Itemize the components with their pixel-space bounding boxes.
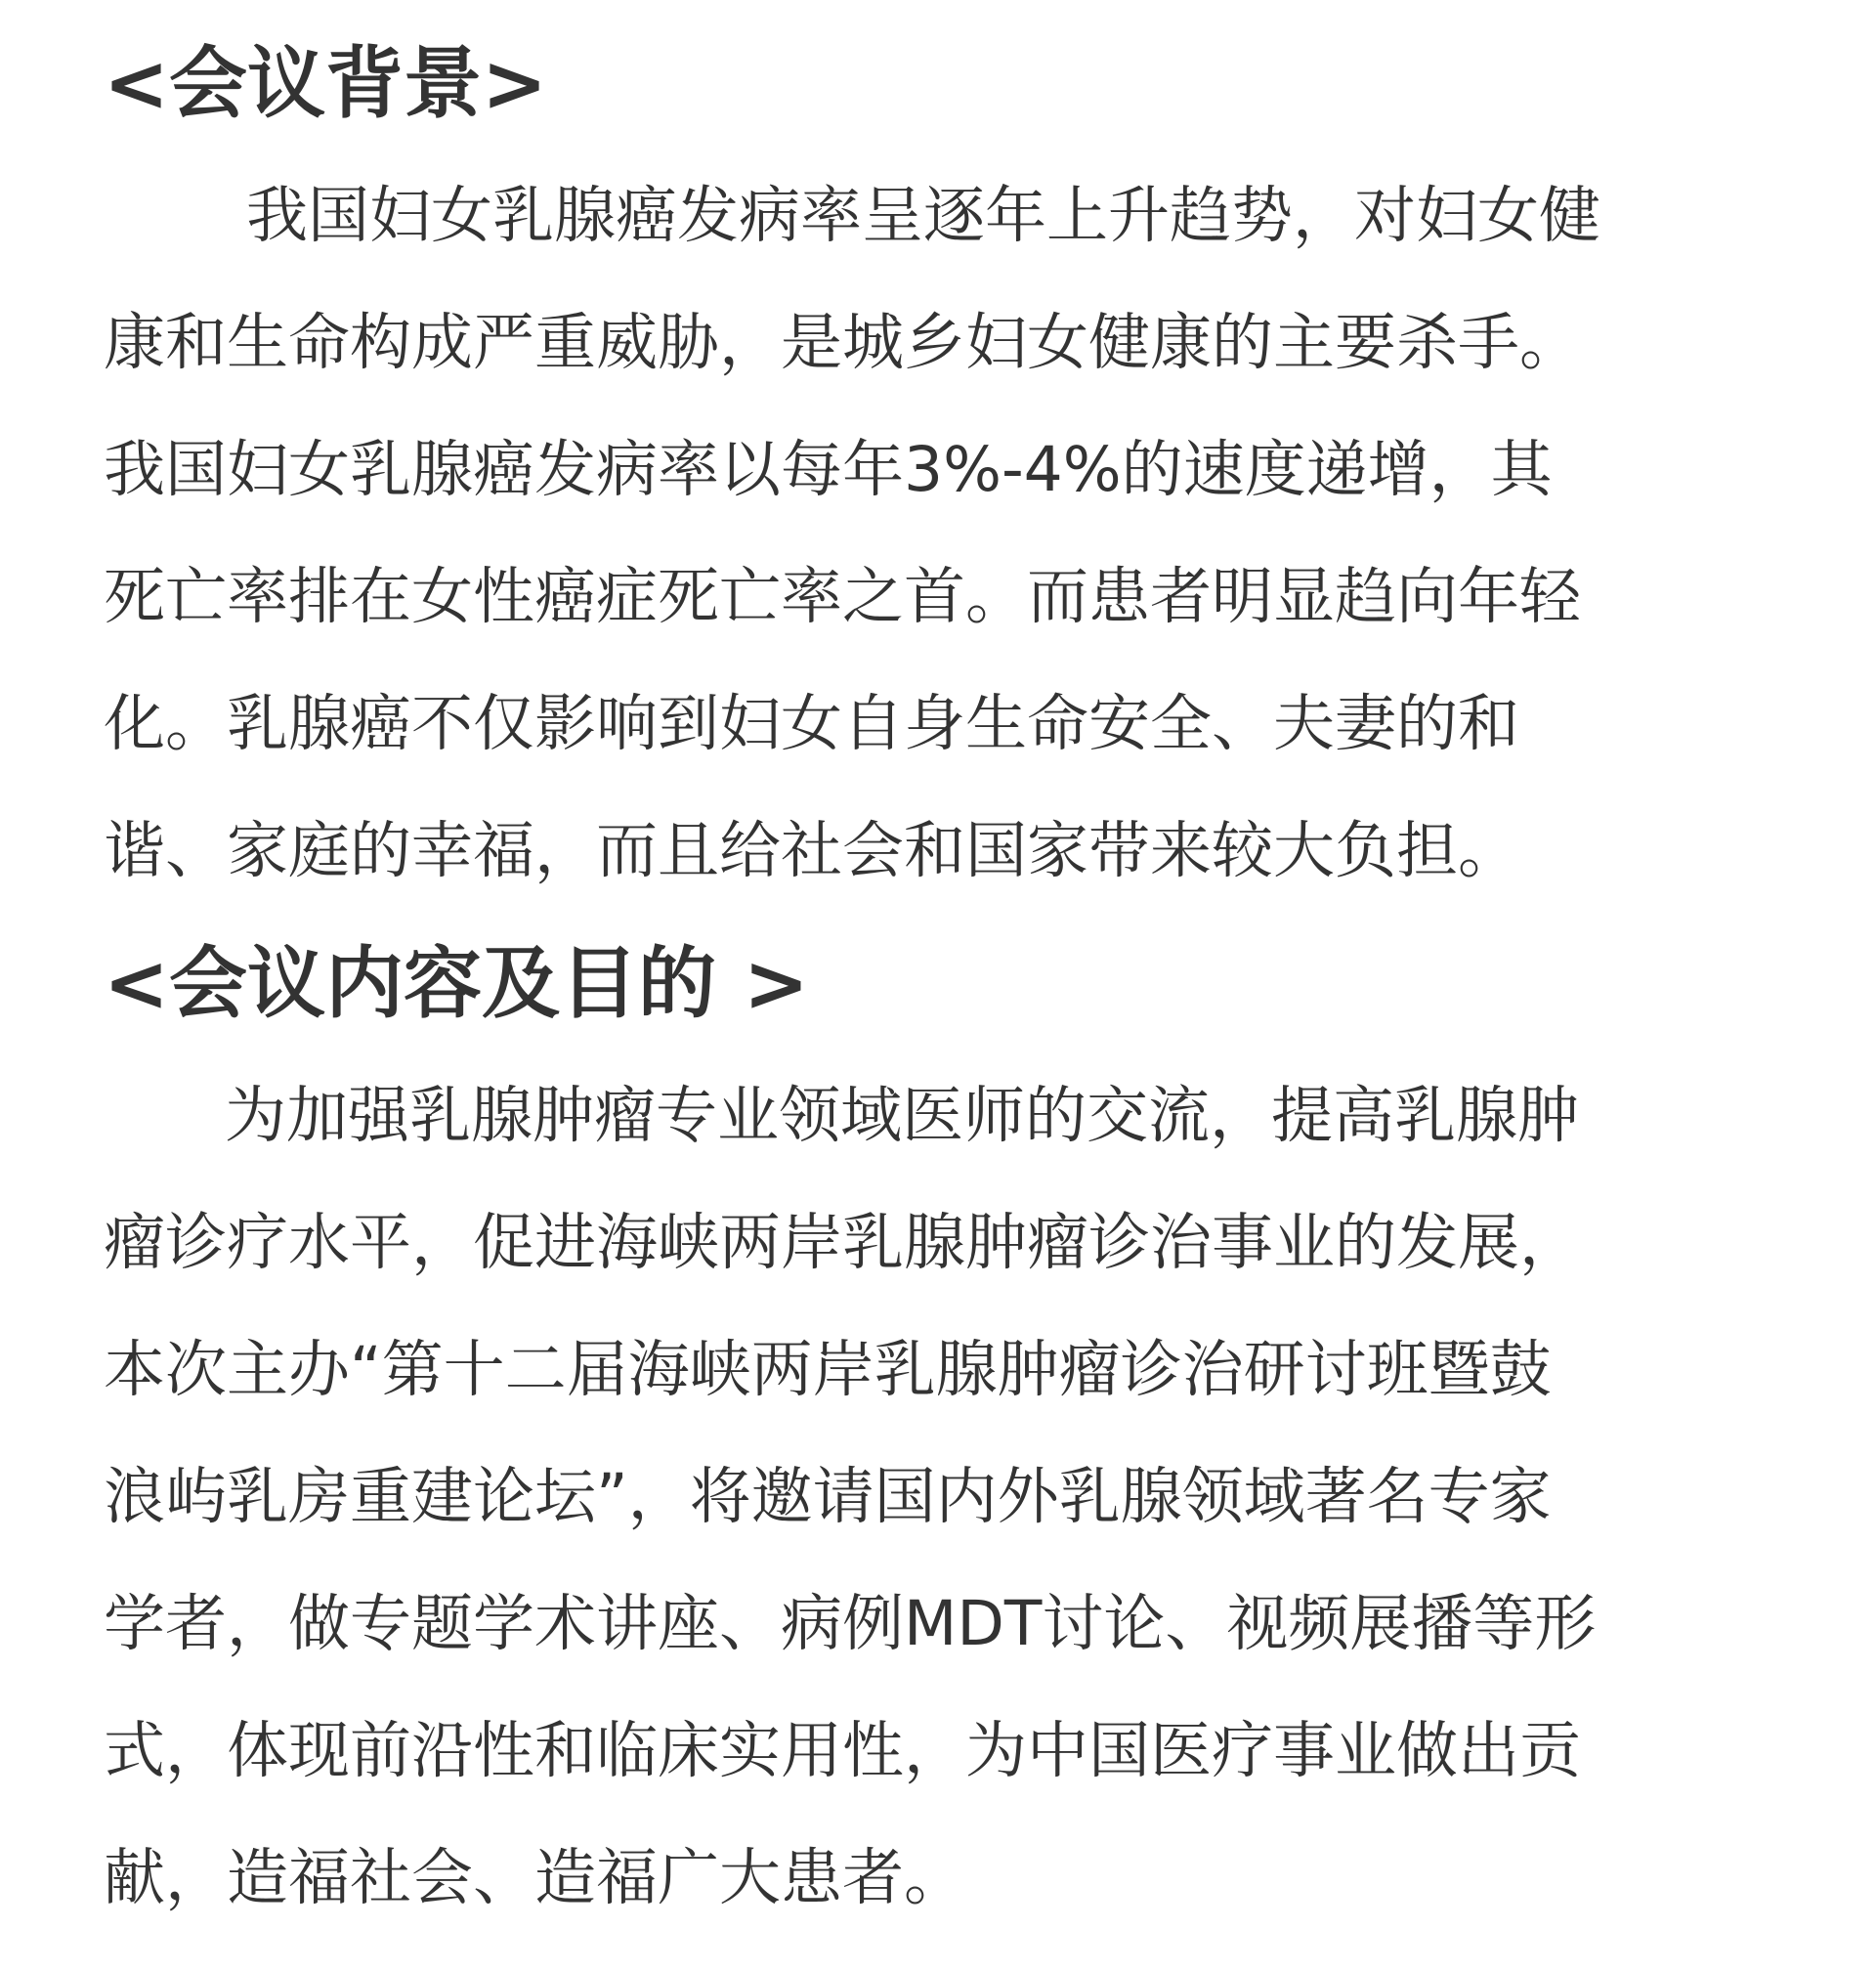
paragraph-line: 献，造福社会、造福广大患者。: [104, 1842, 965, 1913]
section-heading-purpose: <会议内容及目的 >: [104, 938, 809, 1029]
paragraph-line: 为加强乳腺肿瘤专业领域医师的交流，提高乳腺肿: [225, 1080, 1579, 1151]
paragraph-line: 谐、家庭的幸福，而且给社会和国家带来较大负担。: [104, 815, 1519, 886]
paragraph-line: 式，体现前沿性和临床实用性，为中国医疗事业做出贡: [104, 1715, 1581, 1786]
paragraph-purpose: [104, 1052, 1804, 1942]
section-heading-background: <会议背景>: [104, 38, 548, 129]
paragraph-line: 死亡率排在女性癌症死亡率之首。而患者明显趋向年轻: [104, 561, 1581, 632]
paragraph-line: 瘤诊疗水平，促进海峡两岸乳腺肿瘤诊治事业的发展，: [104, 1207, 1581, 1278]
paragraph-line: 化。乳腺癌不仅影响到妇女自身生命安全、夫妻的和: [104, 688, 1519, 759]
paragraph-line: 我国妇女乳腺癌发病率呈逐年上升趋势，对妇女健: [246, 180, 1600, 251]
paragraph-line: 本次主办“第十二届海峡两岸乳腺肿瘤诊治研讨班暨鼓: [104, 1334, 1552, 1405]
paragraph-line: 学者，做专题学术讲座、病例MDT讨论、视频展播等形: [104, 1588, 1597, 1659]
paragraph-line: 康和生命构成严重威胁，是城乡妇女健康的主要杀手。: [104, 307, 1581, 378]
paragraph-line: 浪屿乳房重建论坛”，将邀请国内外乳腺领域著名专家: [104, 1461, 1552, 1532]
paragraph-line: 我国妇女乳腺癌发病率以每年3%-4%的速度递增，其: [104, 434, 1553, 505]
paragraph-background: [104, 152, 1804, 915]
